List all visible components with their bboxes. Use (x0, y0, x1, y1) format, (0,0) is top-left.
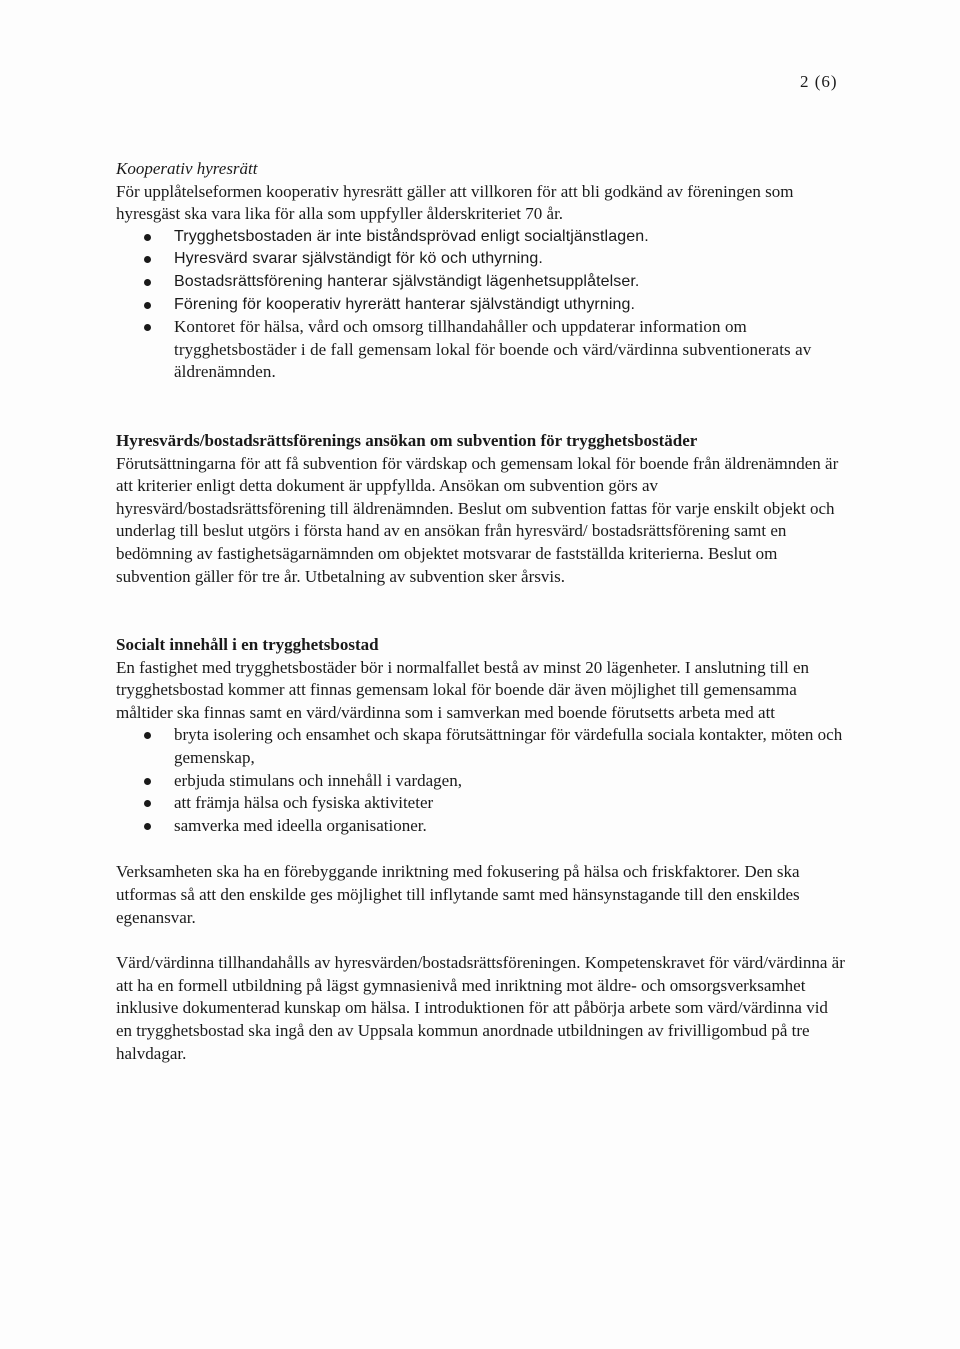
list-item (116, 724, 846, 769)
bullet-icon (144, 778, 151, 785)
list-item-text: att främja hälsa och fysiska aktiviteter (174, 793, 434, 813)
bullet-list (116, 226, 846, 384)
section-socialt-innehall (116, 634, 846, 1065)
bullet-icon (144, 279, 151, 286)
list-item-text: Bostadsrättsförening hanterar självständigt lägenhetsupplåtelser. (174, 272, 640, 290)
section-heading: Kooperativ hyresrätt (116, 159, 258, 178)
section-kooperativ-hyresratt (116, 158, 846, 384)
list-item (116, 294, 846, 317)
bullet-icon (144, 324, 151, 331)
section-heading: Socialt innehåll i en trygghetsbostad (116, 635, 379, 655)
list-item (116, 226, 846, 249)
bullet-icon (144, 234, 151, 241)
bullet-icon (144, 302, 151, 309)
list-item-text: Kontoret för hälsa, vård och omsorg tillhandahåller och uppdaterar information om trygghetsbostäder i de fall gemensam lokal för boende och värd/värdinna subventionerats av äldrenämnden. (174, 317, 812, 382)
list-item-text: erbjuda stimulans och innehåll i vardagen, (174, 770, 462, 790)
list-item-text: bryta isolering och ensamhet och skapa förutsättningar för värdefulla sociala kontakter, möten och gemenskap, (174, 725, 843, 768)
bullet-list (116, 724, 846, 837)
list-item (116, 792, 846, 815)
list-item-text: Trygghetsbostaden är inte biståndsprövad enligt socialtjänstlagen. (174, 227, 649, 245)
paragraph-verksamheten: Verksamheten ska ha en förebyggande inriktning med fokusering på hälsa och friskfaktorer. Den ska utformas så att den enskilde ges möjlighet till inflytande samt med hänsynstagande till den enskildes egenansvar. (116, 862, 800, 927)
list-item (116, 271, 846, 294)
list-item-text: samverka med ideella organisationer. (174, 815, 427, 835)
list-item (116, 248, 846, 271)
section-body: Förutsättningarna för att få subvention för värdskap och gemensam lokal för boende från äldrenämnden är att kriterier enligt detta dokument är uppfyllda. Ansökan om subvention görs av hyresvärd/bostadsrättsförening till äldrenämnden. Beslut om subvention fattas för varje enskilt objekt och underlag till beslut utgörs i första hand av en ansökan från hyresvärd/ bostadsrättsförening samt en bedömning av fastighetsägarnämnden om objektet motsvarar de fastställda kriterierna. Beslut om subvention gäller för tre år. Utbetalning av subvention sker årsvis. (116, 453, 839, 586)
bullet-icon (144, 823, 151, 830)
list-item (116, 770, 846, 793)
page-number: 2 (6) (800, 72, 838, 91)
list-item-text: Förening för kooperativ hyrerätt hanterar självständigt uthyrning. (174, 295, 636, 313)
section-ansokan-subvention (116, 430, 846, 588)
bullet-icon (144, 256, 151, 263)
list-item-text: Hyresvärd svarar självständigt för kö och uthyrning. (174, 250, 543, 268)
section-intro: För upplåtelseformen kooperativ hyresrätt gäller att villkoren för att bli godkänd av föreningen som hyresgäst ska vara lika för alla som uppfyller ålderskriteriet 70 år. (116, 181, 794, 224)
document-body (116, 158, 846, 1065)
bullet-icon (144, 800, 151, 807)
section-body: En fastighet med trygghetsbostäder bör i normalfallet bestå av minst 20 lägenheter. I anslutning till en trygghetsbostad kommer att finnas gemensam lokal för boende där även möjlighet till gemensamma måltider ska finnas samt en värd/värdinna som i samverkan med boende förutsetts arbeta med att (116, 657, 810, 722)
list-item (116, 316, 846, 384)
list-item (116, 815, 846, 838)
section-heading: Hyresvärds/bostadsrättsförenings ansökan om subvention för trygghetsbostäder (116, 430, 698, 450)
bullet-icon (144, 732, 151, 739)
paragraph-vard-vardinna: Värd/värdinna tillhandahålls av hyresvärden/bostadsrättsföreningen. Kompetenskravet för värd/värdinna är att ha en formell utbildning på lägst gymnasienivå med inriktning mot äldre- och omsorgsverksamhet inklusive dokumenterad kunskap om hälsa. I introduktionen för att påbörja arbete som värd/värdinna vid en trygghetsbostad ska ingå den av Uppsala kommun anordnade utbildningen av frivilligombud på tre halvdagar. (116, 953, 845, 1063)
